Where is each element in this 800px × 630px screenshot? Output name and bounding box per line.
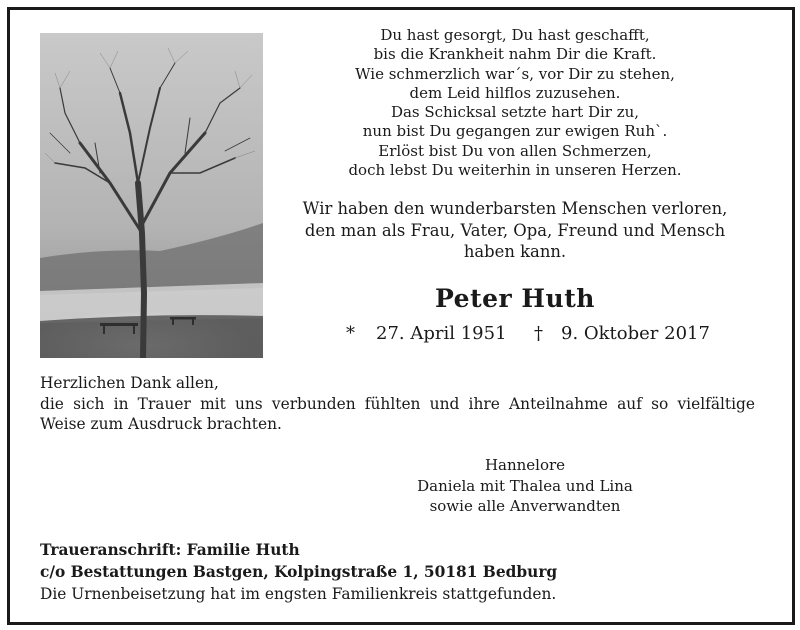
thanks-line: Weise zum Ausdruck brachten. (40, 415, 282, 433)
poem-line: bis die Krankheit nahm Dir die Kraft. (373, 45, 657, 64)
birth-date: 27. April 1951 (376, 323, 507, 344)
tribute-line: Wir haben den wunderbarsten Menschen verloren, (302, 199, 728, 218)
poem-line: dem Leid hilflos zuzusehen. (409, 83, 621, 102)
family-member: Hannelore (484, 456, 566, 474)
poem-line: Wie schmerzlich war´s, vor Dir zu stehen, (355, 64, 675, 83)
thanks-text (40, 373, 755, 435)
family-signatures (370, 455, 680, 517)
family-member: sowie alle Anverwandten (429, 497, 621, 515)
tree-lake-image (40, 33, 263, 358)
birth-star-icon: * (346, 323, 355, 344)
poem-line: doch lebst Du weiterhin in unseren Herzen. (348, 161, 682, 180)
tribute-text (290, 198, 740, 263)
death-date: 9. Oktober 2017 (561, 323, 710, 344)
poem-line: Du hast gesorgt, Du hast geschafft, (380, 26, 650, 44)
poem (300, 26, 730, 180)
memorial-photo (40, 33, 263, 358)
death-cross-icon: † (534, 323, 543, 344)
poem-line: nun bist Du gegangen zur ewigen Ruh`. (362, 122, 668, 141)
poem-line: Das Schicksal setzte hart Dir zu, (390, 103, 640, 122)
address-line: Traueranschrift: Familie Huth (40, 541, 300, 559)
family-member: Daniela mit Thalea und Lina (417, 476, 633, 495)
mourning-address (40, 539, 557, 605)
tribute-line: den man als Frau, Vater, Opa, Freund und Mensch (304, 220, 726, 240)
deceased-name: Peter Huth (435, 284, 595, 313)
tribute-line: haben kann. (463, 242, 567, 261)
thanks-line: Herzlichen Dank allen, (40, 374, 219, 392)
poem-line: Erlöst bist Du von allen Schmerzen, (378, 141, 652, 160)
burial-note: Die Urnenbeisetzung hat im engsten Familienkreis stattgefunden. (40, 585, 557, 603)
address-line: c/o Bestattungen Bastgen, Kolpingstraße 1, 50181 Bedburg (40, 563, 558, 581)
thanks-line: die sich in Trauer mit uns verbunden fühlten und ihre Anteilnahme auf so vielfältige (40, 394, 755, 413)
